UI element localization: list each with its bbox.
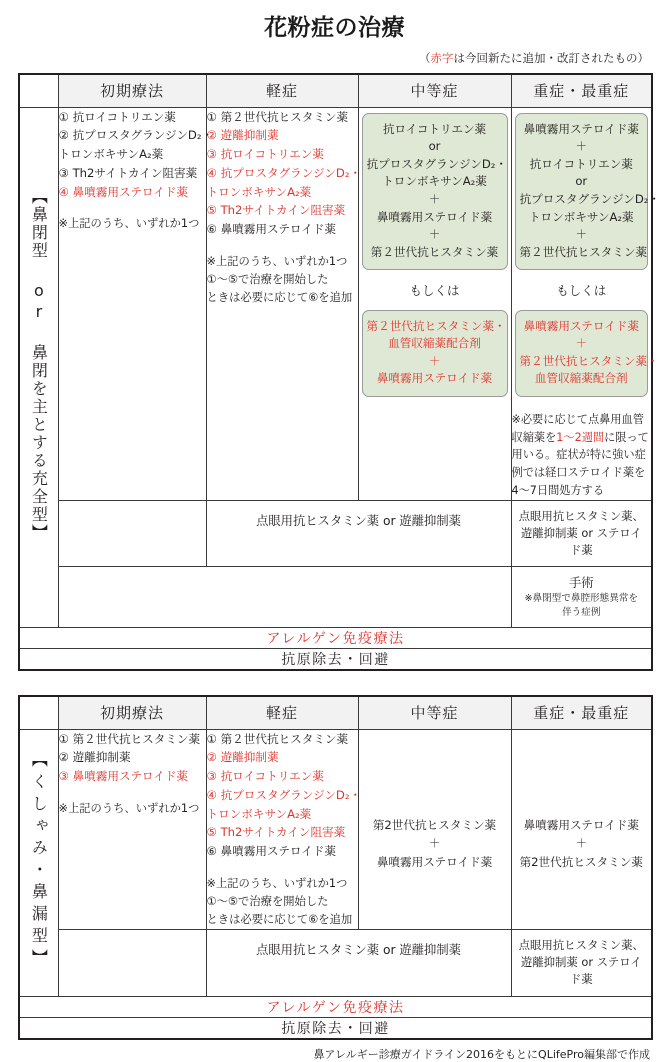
subtitle-note — [18, 42, 651, 66]
alternative-label-severe: もしくは — [556, 283, 607, 299]
drug-list-mild-1 — [206, 108, 362, 239]
surgery-title: 手術 — [568, 575, 594, 590]
regimen-line: トロンボキサンA₂薬 — [528, 209, 634, 224]
regimen-line: ※上記のうち、いずれか1つ — [206, 877, 348, 891]
drug-list-item: トロンボキサンA₂薬 — [206, 184, 312, 199]
regimen-line: ＋ — [428, 836, 441, 851]
drug-list-item: ⑤ Th2サイトカイン阻害薬 — [206, 825, 346, 840]
regimen-line: 第２世代抗ヒスタミン薬・ — [366, 318, 506, 333]
drug-list-item: ⑥ 鼻噴霧用ステロイド薬 — [206, 222, 336, 237]
side-label-sneezing-rhinorrhea — [19, 729, 58, 996]
note-segment: ※必要に応じて点鼻用血管 — [511, 413, 644, 427]
drug-list-item: ① 第２世代抗ヒスタミン薬 — [206, 731, 349, 746]
regimen-line: ①～⑤で治療を開始した — [206, 895, 329, 909]
drug-list-item: ④ 抗プロスタグランジンD₂・ — [206, 787, 362, 802]
drug-list-item: ③ Th2サイトカイン阻害薬 — [58, 165, 198, 180]
cell-eye-merged-1: 点眼用抗ヒスタミン薬 or 遊離抑制薬 — [206, 500, 511, 566]
cell-eye-severe-2 — [511, 930, 652, 996]
regimen-line: 鼻噴霧用ステロイド薬 — [523, 318, 639, 333]
row-immunotherapy-2: アレルゲン免疫療法 — [19, 996, 652, 1017]
note-segment: 用いる。症状が特に強い症例 — [511, 448, 646, 480]
regimen-line: 点眼用抗ヒスタミン薬、 — [518, 938, 644, 953]
cell-eye-initial-blank-1 — [58, 500, 206, 566]
regimen-line: トロンボキサンA₂薬 — [382, 174, 487, 189]
regimen-line: 第２世代抗ヒスタミン薬 — [370, 244, 499, 259]
regimen-line: 抗プロスタグランジンD₂・ — [366, 156, 508, 171]
cell-moderate-2 — [358, 729, 511, 930]
regimen-line: ＋ — [575, 139, 588, 154]
regimen-line: 血管収縮薬配合剤 — [534, 371, 628, 386]
cell-initial-therapy-2 — [58, 729, 206, 930]
side-label-text: 【鼻閉型 or 鼻閉を主とする充全型】 — [29, 188, 49, 543]
drug-list-item: ② 抗プロスタグランジンD₂・ — [58, 128, 214, 143]
table-body-row-main — [19, 107, 652, 500]
table-header-row — [19, 74, 652, 107]
cell-eye-merged-2: 点眼用抗ヒスタミン薬 or 遊離抑制薬 — [206, 930, 511, 996]
regimen-line: 遊離抑制薬 or ステロイド薬 — [520, 955, 642, 987]
drug-list-initial-2 — [59, 730, 206, 786]
drug-list-item: ① 第２世代抗ヒスタミン薬 — [206, 109, 349, 124]
surgery-note — [516, 592, 648, 620]
drug-list-item: ② 遊離抑制薬 — [58, 750, 131, 765]
regimen-line: 抗ロイコトリエン薬 — [382, 121, 487, 136]
drug-list-item: ② 遊離抑制薬 — [206, 750, 279, 765]
table-row-immunotherapy-2 — [19, 996, 652, 1017]
alternative-label-moderate: もしくは — [409, 283, 460, 299]
drug-list-item: トロンボキサンA₂薬 — [206, 806, 312, 821]
side-label-text-2: 【くしゃみ・鼻漏型】 — [29, 750, 49, 971]
regimen-box-severe-alternate — [515, 310, 659, 397]
note-segment: 4～7日間処方する — [511, 483, 605, 497]
regimen-moderate-2 — [359, 730, 511, 872]
treatment-table-sneezing-rhinorrhea — [18, 695, 653, 1039]
cell-eye-severe-1 — [511, 500, 652, 566]
side-header-blank-2 — [19, 696, 58, 729]
regimen-line: ＋ — [575, 836, 588, 851]
regimen-line: 抗プロスタグランジンD₂・ — [519, 191, 661, 206]
drug-list-item: トロンボキサンA₂薬 — [58, 147, 164, 162]
regimen-box-severe-primary — [515, 113, 661, 271]
column-header-mild: 軽症 — [206, 74, 358, 107]
regimen-line: ※上記のうち、いずれか1つ — [206, 254, 348, 268]
regimen-line: ※鼻閉型で鼻腔形態異常を — [524, 593, 639, 605]
cell-severe-1 — [511, 107, 661, 500]
regimen-line: or — [575, 174, 588, 189]
regimen-line: 鼻噴霧用ステロイド薬 — [523, 121, 639, 136]
cell-surgery-blank-1 — [58, 566, 511, 627]
drug-list-item: ③ 抗ロイコトリエン薬 — [206, 147, 324, 162]
table-row-eye-treatment-1 — [19, 500, 652, 566]
side-label-nasal-obstruction — [19, 107, 58, 628]
table-body-row-main-2 — [19, 729, 652, 930]
drug-list-item: ④ 抗プロスタグランジンD₂・ — [206, 165, 362, 180]
table-header-row-2 — [19, 696, 652, 729]
regimen-line: 鼻噴霧用ステロイド薬 — [376, 209, 493, 224]
note-initial-2: ※上記のうち、いずれか1つ — [58, 801, 200, 815]
row-avoidance-2: 抗原除去・回避 — [19, 1017, 652, 1039]
regimen-line: ＋ — [428, 353, 441, 368]
regimen-line: 遊離抑制薬 or ステロイド薬 — [520, 525, 642, 557]
cell-eye-initial-blank-2 — [58, 930, 206, 996]
note-severe-vasoconstrictor — [512, 411, 652, 499]
note-initial-1: ※上記のうち、いずれか1つ — [58, 217, 200, 231]
column-header-initial-2: 初期療法 — [58, 696, 206, 729]
cell-initial-therapy-1 — [58, 107, 214, 500]
regimen-line: 第２世代抗ヒスタミン薬・ — [519, 353, 659, 368]
drug-list-item: ③ 鼻噴霧用ステロイド薬 — [58, 769, 188, 784]
note-mild-1 — [207, 253, 358, 307]
note-mild-2 — [207, 875, 358, 929]
drug-list-item: ⑥ 鼻噴霧用ステロイド薬 — [206, 844, 336, 859]
subtitle-prefix: （ — [419, 51, 431, 65]
note-segment: に限って — [604, 430, 649, 444]
drug-list-mild-2 — [206, 730, 362, 861]
column-header-initial: 初期療法 — [58, 74, 206, 107]
note-segment: では経口ステロイド薬を — [522, 466, 646, 480]
note-segment: 1～2週間 — [556, 430, 605, 444]
table-row-immunotherapy-1 — [19, 628, 652, 649]
regimen-line: ＋ — [575, 227, 588, 242]
regimen-line: ときは必要に応じて⑥を追加 — [206, 291, 353, 305]
regimen-box-moderate-primary — [362, 113, 508, 271]
regimen-line: 抗ロイコトリエン薬 — [529, 156, 633, 171]
drug-list-item: ① 第２世代抗ヒスタミン薬 — [58, 731, 201, 746]
regimen-box-moderate-alternate — [362, 310, 508, 397]
regimen-line: 伴う症例 — [562, 607, 601, 619]
regimen-line: 血管収縮薬配合剤 — [388, 336, 481, 351]
regimen-line: 第2世代抗ヒスタミン薬 — [519, 855, 643, 870]
cell-moderate-1 — [358, 107, 511, 500]
regimen-severe-2 — [512, 730, 652, 872]
drug-list-initial-1 — [58, 108, 214, 202]
regimen-line: or — [428, 139, 441, 154]
table-row-avoidance-2 — [19, 1017, 652, 1039]
column-header-severe-2: 重症・最重症 — [511, 696, 652, 729]
treatment-table-nasal-obstruction — [18, 73, 661, 671]
drug-list-item: ④ 鼻噴霧用ステロイド薬 — [58, 184, 188, 199]
column-header-mild-2: 軽症 — [206, 696, 358, 729]
column-header-severe: 重症・最重症 — [511, 74, 652, 107]
page-title: 花粉症の治療 — [264, 15, 405, 41]
table-row-avoidance-1 — [19, 649, 652, 671]
row-immunotherapy-1: アレルゲン免疫療法 — [19, 628, 652, 649]
drug-list-item: ③ 抗ロイコトリエン薬 — [206, 769, 324, 784]
subtitle-red-term: 赤字 — [430, 51, 454, 65]
regimen-line: ＋ — [575, 336, 588, 351]
regimen-line: 鼻噴霧用ステロイド薬 — [523, 817, 639, 832]
row-avoidance-1: 抗原除去・回避 — [19, 649, 652, 671]
drug-list-item: ⑤ Th2サイトカイン阻害薬 — [206, 203, 346, 218]
note-segment: 収縮薬を — [511, 430, 557, 444]
column-header-moderate-2: 中等症 — [358, 696, 511, 729]
table-row-surgery-1 — [19, 566, 652, 627]
cell-mild-1 — [206, 107, 362, 500]
regimen-line: 鼻噴霧用ステロイド薬 — [376, 371, 493, 386]
regimen-line: ときは必要に応じて⑥を追加 — [206, 913, 353, 927]
cell-mild-2 — [206, 729, 362, 930]
side-header-blank — [19, 74, 58, 107]
regimen-line: 鼻噴霧用ステロイド薬 — [376, 855, 493, 870]
regimen-line: 第2世代抗ヒスタミン薬 — [372, 817, 497, 832]
regimen-line: ＋ — [428, 227, 441, 242]
regimen-line: ①～⑤で治療を開始した — [206, 273, 329, 287]
column-header-moderate: 中等症 — [358, 74, 511, 107]
regimen-line: ＋ — [428, 191, 441, 206]
regimen-line: 第２世代抗ヒスタミン薬 — [519, 244, 648, 259]
source-credit: 鼻アレルギー診療ガイドライン2016をもとにQLifePro編集部で作成 — [313, 1047, 650, 1061]
cell-surgery-1 — [511, 566, 652, 627]
drug-list-item: ① 抗ロイコトリエン薬 — [58, 109, 176, 124]
drug-list-item: ② 遊離抑制薬 — [206, 128, 279, 143]
subtitle-rest: は今回新たに追加・改訂されたもの） — [453, 51, 649, 65]
regimen-line: 点眼用抗ヒスタミン薬、 — [518, 508, 644, 523]
table-row-eye-treatment-2 — [19, 930, 652, 996]
cell-severe-2 — [511, 729, 652, 930]
